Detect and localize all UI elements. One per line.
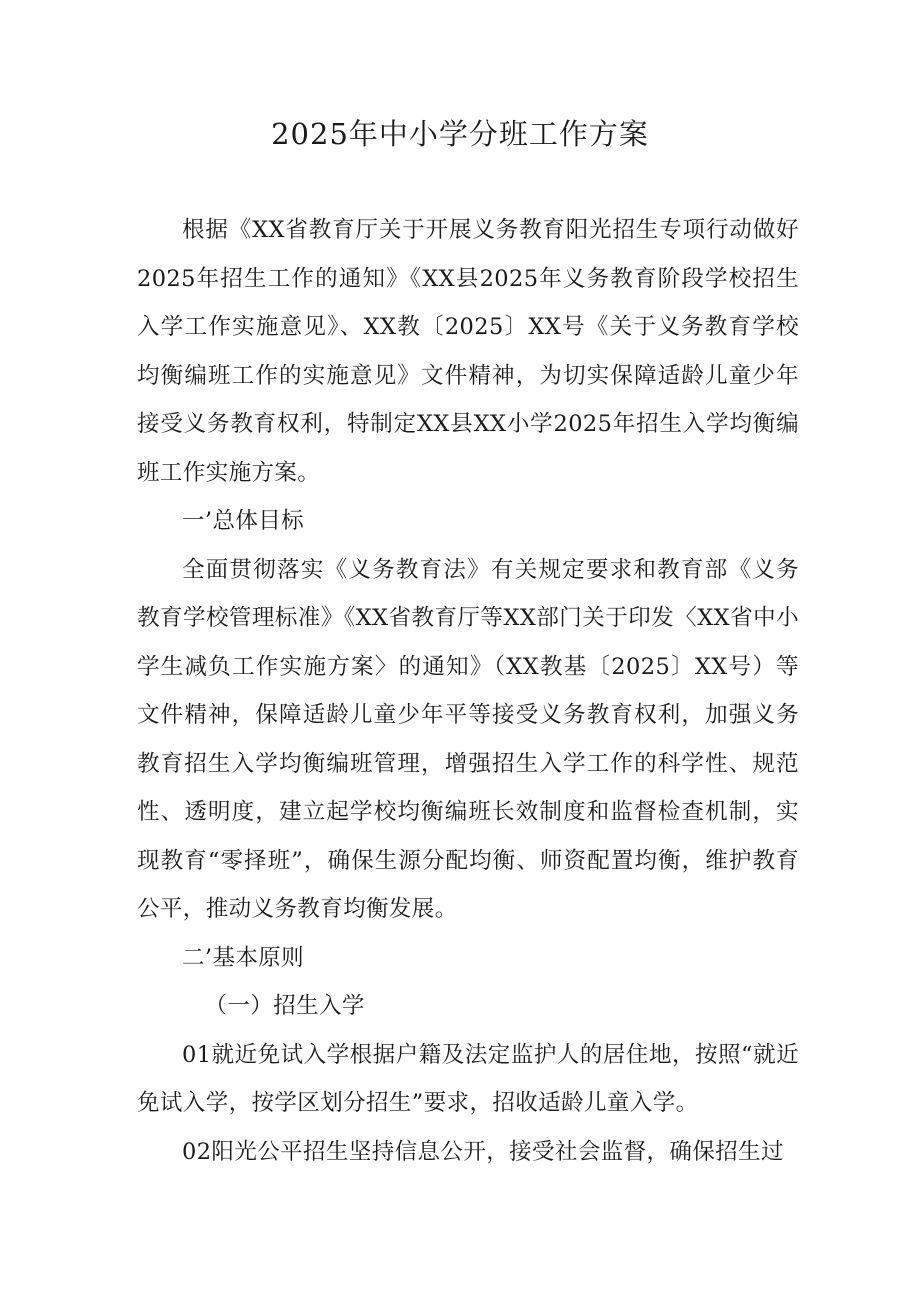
- intro-paragraph: 根据《XX省教育厅关于开展义务教育阳光招生专项行动做好2025年招生工作的通知》《XX县2025年义务教育阶段学校招生入学工作实施意见》、XX教〔2025〕XX号《关于义务教育学校均衡编班工作的实施意见》文件精神，为切实保障适龄儿童少年接受义务教育权利，特制定XX县XX小学2025年招生入学均衡编班工作实施方案。: [137, 217, 799, 486]
- document-body: [137, 206, 799, 1176]
- goals-paragraph: 全面贯彻落实《义务教育法》有关规定要求和教育部《义务教育学校管理标准》《XX省教育厅等XX部门关于印发〈XX省中小学生减负工作实施方案〉的通知》（XX教基〔2025〕XX号）等文件精神，保障适龄儿童少年平等接受义务教育权利，加强义务教育招生入学均衡编班管理，增强招生入学工作的科学性、规范性、透明度，建立起学校均衡编班长效制度和监督检查机制，实现教育“零择班”，确保生源分配均衡、师资配置均衡，维护教育公平，推动义务教育均衡发展。: [137, 556, 799, 922]
- subsection-heading-enrollment: （一）招生入学: [204, 993, 365, 1019]
- document-title: 2025年中小学分班工作方案: [271, 117, 649, 151]
- section-heading-basic-principles: 二’基本原则: [182, 944, 305, 971]
- principle-paragraph-nearby-enrollment: 01就近免试入学根据户籍及法定监护人的居住地，按照“就近免试入学，按学区划分招生”要求，招收适龄儿童入学。: [137, 1041, 799, 1116]
- section-heading-overall-goals: 一’总体目标: [182, 508, 305, 534]
- principle-paragraph-sunshine-fair: 02阳光公平招生坚持信息公开，接受社会监督，确保招生过: [182, 1138, 784, 1165]
